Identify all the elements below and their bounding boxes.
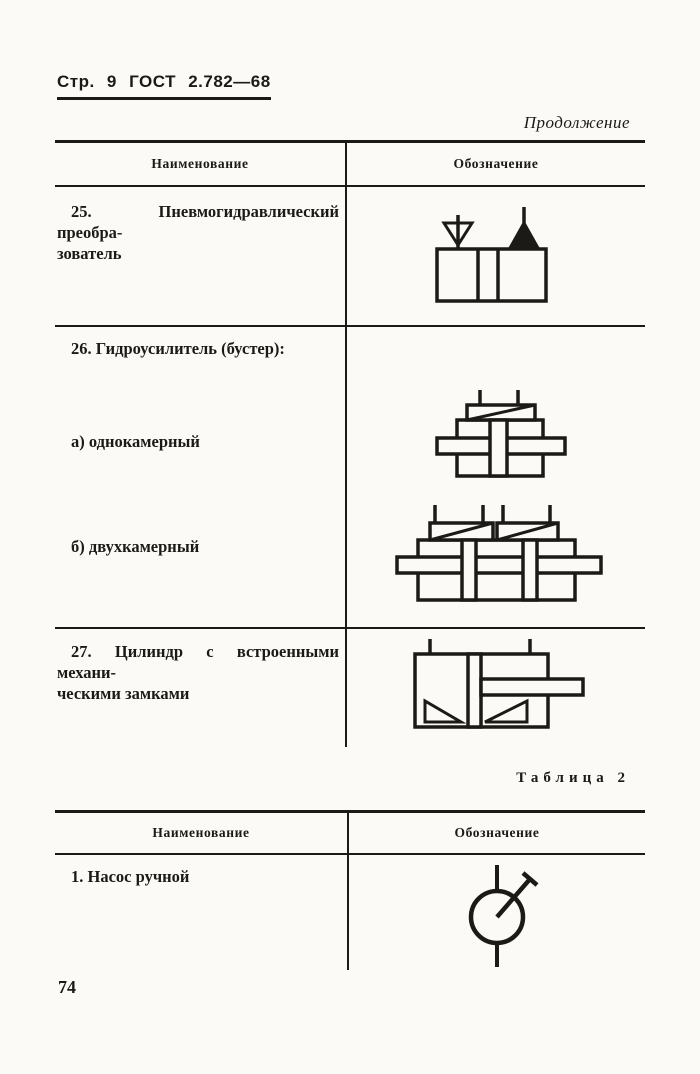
row25-name-line1: 25. Пневмогидравлический преобра-: [57, 202, 339, 242]
mechanical-lock-left: [425, 701, 461, 722]
table2-column-header-name: Наименование: [152, 825, 250, 840]
row27-name: [55, 629, 345, 747]
row26-item-a-label: а) однокамерный: [71, 432, 200, 451]
booster-piston-right: [523, 540, 537, 600]
table1-column-header-name: Наименование: [151, 156, 249, 171]
table2-header-row: [55, 813, 645, 855]
single-chamber-booster-symbol: [435, 390, 567, 478]
table1-column-header-symbol: Обозначение: [345, 143, 645, 185]
table2-row-1: [55, 855, 645, 970]
table2-row1-symbol-cell: [347, 855, 645, 970]
table2-caption: Таблица 2: [516, 770, 630, 786]
pump-lever: [497, 879, 530, 917]
booster-piston: [490, 420, 507, 476]
booster-piston-left: [462, 540, 476, 600]
table2-row1-name: [55, 855, 347, 970]
row25-name-line2: зователь: [57, 244, 122, 263]
row27-name-line1: 27. Цилиндр с встроенными механи-: [57, 642, 339, 682]
table2-column-header-symbol: Обозначение: [347, 813, 645, 853]
table-row-25: [55, 187, 645, 327]
symbols-table-2: [55, 810, 645, 970]
page-header: Стр. 9 ГОСТ 2.782—68: [57, 72, 271, 100]
row25-symbol-cell: [345, 187, 645, 325]
cylinder-rod: [481, 679, 583, 695]
row25-name: [55, 187, 345, 325]
row26-item-b-label: б) двухкамерный: [71, 537, 200, 556]
cylinder-with-mechanical-locks-symbol: [413, 639, 585, 729]
hydraulic-triangle-icon: [510, 222, 538, 247]
table1-header-row: [55, 143, 645, 187]
row26-name: [55, 327, 345, 627]
symbols-table-1: [55, 140, 645, 747]
table2-row1-name-text: 1. Насос ручной: [71, 867, 190, 886]
row27-name-line2: ческими замками: [57, 684, 190, 703]
mechanical-lock-right: [485, 701, 527, 722]
pneumohydraulic-converter-symbol: [435, 207, 548, 305]
table-row-27: [55, 629, 645, 747]
row26-symbol-cell: [345, 327, 645, 627]
two-chamber-booster-symbol: [395, 505, 603, 615]
continuation-label: Продолжение: [523, 113, 630, 132]
table-row-26: [55, 327, 645, 629]
booster-rod: [397, 557, 601, 573]
row27-symbol-cell: [345, 629, 645, 747]
row26-title: 26. Гидроусилитель (бустер):: [71, 339, 285, 358]
page-number: 74: [58, 977, 76, 997]
cylinder-piston: [468, 654, 481, 727]
hand-pump-symbol: [468, 865, 540, 967]
